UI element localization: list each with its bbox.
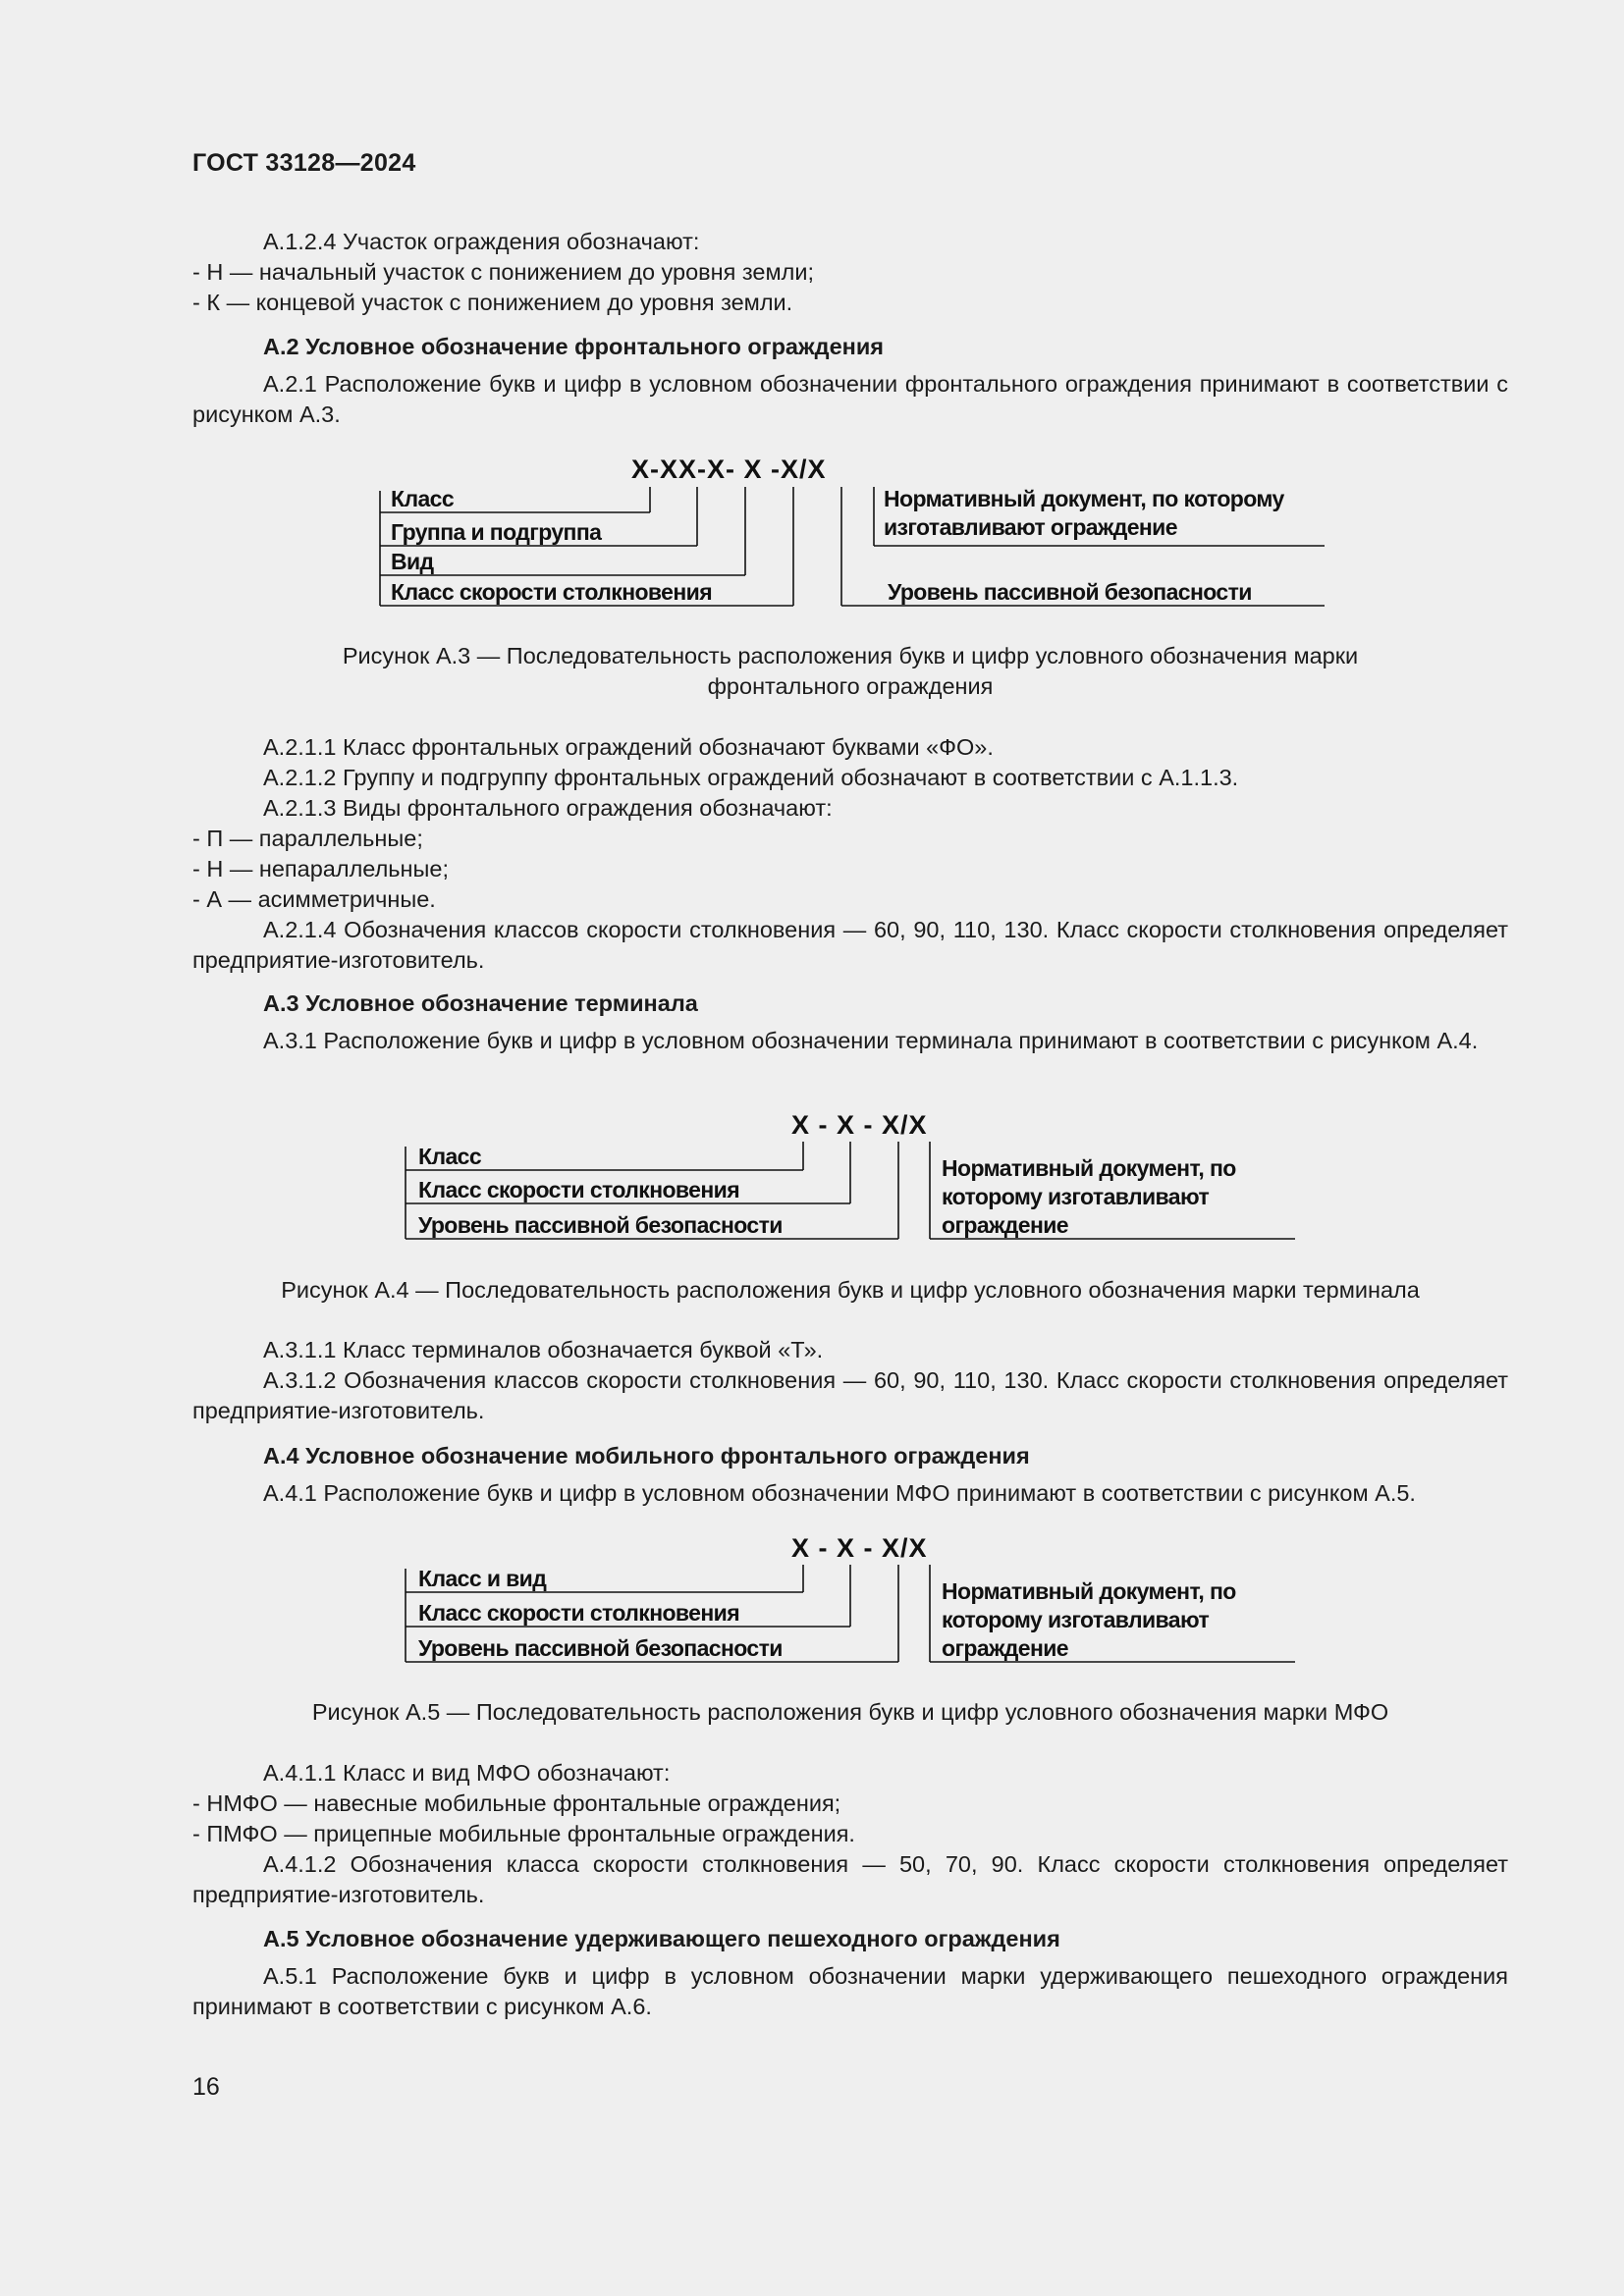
label-group: Группа и подгруппа xyxy=(391,519,602,545)
label-normative-doc-2: которому изготавливают xyxy=(942,1607,1210,1632)
list-item: - НМФО — навесные мобильные фронтальные ограждения; xyxy=(192,1790,841,1816)
figure-caption: Рисунок А.3 — Последовательность расположения букв и цифр условного обозначения марки xyxy=(342,643,1359,668)
section-heading: А.4 Условное обозначение мобильного фронтального ограждения xyxy=(263,1443,1030,1468)
paragraph: А.4.1 Расположение букв и цифр в условном обозначении МФО принимают в соответствии с рисунком А.5. xyxy=(263,1480,1416,1506)
section-heading: А.5 Условное обозначение удерживающего пешеходного ограждения xyxy=(263,1926,1060,1951)
figure-caption: Рисунок А.4 — Последовательность расположения букв и цифр условного обозначения марки терминала xyxy=(281,1277,1420,1303)
label-normative-doc: Нормативный документ, по xyxy=(942,1155,1236,1181)
label-normative-doc-3: ограждение xyxy=(942,1635,1068,1661)
paragraph: А.2.1.1 Класс фронтальных ограждений обозначают буквами «ФО». xyxy=(263,734,994,760)
label-normative-doc-2: которому изготавливают xyxy=(942,1184,1210,1209)
label-normative-doc: Нормативный документ, по которому xyxy=(884,486,1284,511)
label-normative-doc-3: ограждение xyxy=(942,1212,1068,1238)
label-speed-class: Класс скорости столкновения xyxy=(391,579,713,605)
list-item: - П — параллельные; xyxy=(192,826,423,851)
figure-caption: Рисунок А.5 — Последовательность расположения букв и цифр условного обозначения марки МФО xyxy=(311,1699,1389,1725)
paragraph: А.5.1 Расположение букв и цифр в условном обозначении марки удерживающего пешеходного ограждения принимают в соответствии с рисунком А.6. xyxy=(192,1963,1508,2019)
figure-code: Х-ХХ-Х- Х -Х/Х xyxy=(631,454,827,484)
paragraph: А.2.1.3 Виды фронтального ограждения обозначают: xyxy=(263,795,833,821)
figure-code: Х - Х - Х/Х xyxy=(791,1533,928,1563)
paragraph: А.4.1.1 Класс и вид МФО обозначают: xyxy=(263,1760,671,1786)
figure-a5-caption xyxy=(192,1697,1508,1728)
paragraph: А.3.1.1 Класс терминалов обозначается буквой «Т». xyxy=(263,1337,824,1362)
list-item: - А — асимметричные. xyxy=(192,886,436,912)
list-item: - Н — начальный участок с понижением до уровня земли; xyxy=(192,259,814,285)
section-heading: А.3 Условное обозначение терминала xyxy=(263,990,698,1016)
paragraph: А.1.2.4 Участок ограждения обозначают: xyxy=(263,229,700,254)
label-passive-safety: Уровень пассивной безопасности xyxy=(418,1212,783,1238)
section-heading: А.2 Условное обозначение фронтального ограждения xyxy=(263,334,884,359)
paragraph: А.2.1.2 Группу и подгруппу фронтальных ограждений обозначают в соответствии с А.1.1.3. xyxy=(263,765,1239,790)
label-normative-doc: Нормативный документ, по xyxy=(942,1578,1236,1604)
paragraph: А.2.1.4 Обозначения классов скорости столкновения — 60, 90, 110, 130. Класс скорости столкновения определяет предприятие-изготовитель. xyxy=(192,917,1508,973)
label-class: Класс xyxy=(391,486,455,511)
label-passive-safety: Уровень пассивной безопасности xyxy=(418,1635,783,1661)
section-a41-items xyxy=(192,1758,1508,1910)
list-item: - ПМФО — прицепные мобильные фронтальные ограждения. xyxy=(192,1821,855,1846)
document-header: ГОСТ 33128—2024 xyxy=(192,149,416,177)
figure-caption: фронтального ограждения xyxy=(707,673,994,699)
label-class: Класс xyxy=(418,1144,482,1169)
paragraph: А.3.1.2 Обозначения классов скорости столкновения — 60, 90, 110, 130. Класс скорости столкновения определяет предприятие-изготовитель. xyxy=(192,1367,1508,1423)
figure-code: Х - Х - Х/Х xyxy=(791,1110,928,1140)
list-item: - К — концевой участок с понижением до уровня земли. xyxy=(192,290,793,315)
label-speed-class: Класс скорости столкновения xyxy=(418,1177,740,1202)
label-normative-doc-2: изготавливают ограждение xyxy=(884,514,1177,540)
section-a5-intro xyxy=(192,1961,1508,2022)
paragraph: А.4.1.2 Обозначения класса скорости столкновения — 50, 70, 90. Класс скорости столкновения определяет предприятие-изготовитель. xyxy=(192,1851,1508,1907)
paragraph: А.2.1 Расположение букв и цифр в условном обозначении фронтального ограждения принимают в соответствии с рисунком А.3. xyxy=(192,371,1508,427)
label-class-and-type: Класс и вид xyxy=(418,1566,547,1591)
page-number: 16 xyxy=(192,2073,220,2101)
paragraph: А.3.1 Расположение букв и цифр в условном обозначении терминала принимают в соответствии с рисунком А.4. xyxy=(263,1028,1479,1053)
section-a5-heading-block xyxy=(192,1924,1508,1954)
label-passive-safety: Уровень пассивной безопасности xyxy=(888,579,1252,605)
label-speed-class: Класс скорости столкновения xyxy=(418,1600,740,1626)
list-item: - Н — непараллельные; xyxy=(192,856,450,881)
label-type: Вид xyxy=(391,549,434,574)
